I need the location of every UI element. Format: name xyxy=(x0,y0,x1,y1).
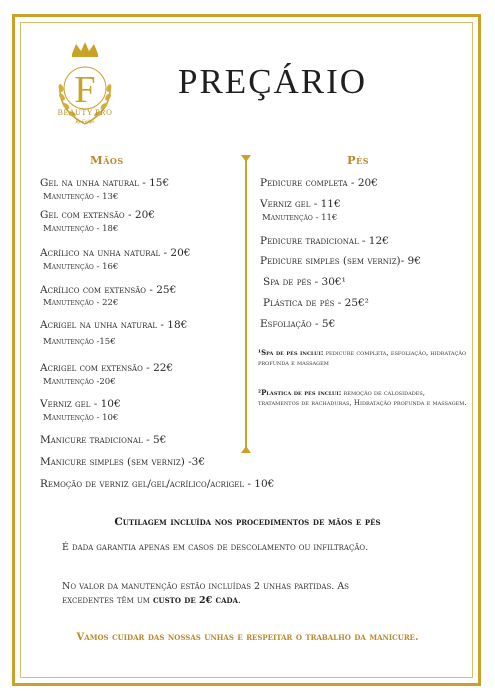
list-item-sub: Manutenção - 10€ xyxy=(43,413,119,423)
list-item-sub: Manutenção - 22€ xyxy=(43,298,119,308)
logo-letter: F xyxy=(74,69,96,111)
guarantee-text: É dada garantia apenas em casos de descolamento ou infiltração. xyxy=(62,542,369,553)
list-item: Manicure simples (sem verniz) -3€ xyxy=(40,456,206,468)
list-item-sub: Manutenção - 11€ xyxy=(262,213,338,223)
list-item: Acrílico na unha natural - 20€ xyxy=(40,247,191,259)
list-item: Verniz gel - 11€ xyxy=(260,198,341,210)
brand-byline: By Felipe xyxy=(75,120,95,125)
divider-bottom-arrow xyxy=(241,446,251,453)
list-item: Verniz gel - 10€ xyxy=(40,398,121,410)
list-item: Pedicure tradicional - 12€ xyxy=(260,235,389,247)
list-item-sub: Manutenção -15€ xyxy=(43,337,116,347)
list-item-sub: Manutenção -20€ xyxy=(43,377,116,387)
list-item: Gel na unha natural - 15€ xyxy=(40,177,170,189)
list-item-sub: Manutenção - 16€ xyxy=(43,262,119,272)
list-item: Remoção de verniz gel/gel/acrílico/acrigel - 10€ xyxy=(40,478,275,490)
list-item-sub: Manutenção - 13€ xyxy=(43,192,119,202)
list-item: Pedicure completa - 20€ xyxy=(260,177,378,189)
note-plastica: ²Plástica de pés inclui: remoção de calosidades, tratamentos de rachaduras, Hidratação profunda e massagem. xyxy=(258,388,467,407)
list-item: Acrílico com extensão - 25€ xyxy=(40,284,177,296)
note-spa: ¹Spa de pés inclui: pedicure completa, esfoliação, hidratação profunda e massagem xyxy=(258,348,467,367)
list-item: Gel com extensão - 20€ xyxy=(40,209,155,221)
maos-heading: Mãos xyxy=(90,153,124,167)
page-title: PREÇÁRIO xyxy=(178,62,368,101)
list-item: Spa de pés - 30€¹ xyxy=(263,276,346,288)
brand-name: BEAUTY PRO xyxy=(57,108,113,117)
maintenance-text: No valor da manutenção estão incluídas 2 unhas partidas. As excedentes têm um custo de 2€ cada. xyxy=(62,581,349,606)
list-item-sub: Manutenção - 18€ xyxy=(43,224,119,234)
column-divider xyxy=(245,160,247,448)
list-item: Plástica de pés - 25€² xyxy=(263,297,369,309)
closing-message: Vamos cuidar das nossas unhas e respeitar o trabalho da manicure. xyxy=(76,632,419,643)
list-item: Pedicure simples (sem verniz)- 9€ xyxy=(260,255,421,267)
list-item: Acrigel com extensão - 22€ xyxy=(40,362,174,374)
list-item: Manicure tradicional - 5€ xyxy=(40,434,167,446)
logo-icon xyxy=(50,40,120,132)
cutilagem-heading: Cutilagem incluída nos procedimentos de mãos e pés xyxy=(114,516,381,528)
pes-heading: Pés xyxy=(347,153,370,167)
list-item: Acrigel na unha natural - 18€ xyxy=(40,319,188,331)
list-item: Esfoliação - 5€ xyxy=(260,318,336,330)
